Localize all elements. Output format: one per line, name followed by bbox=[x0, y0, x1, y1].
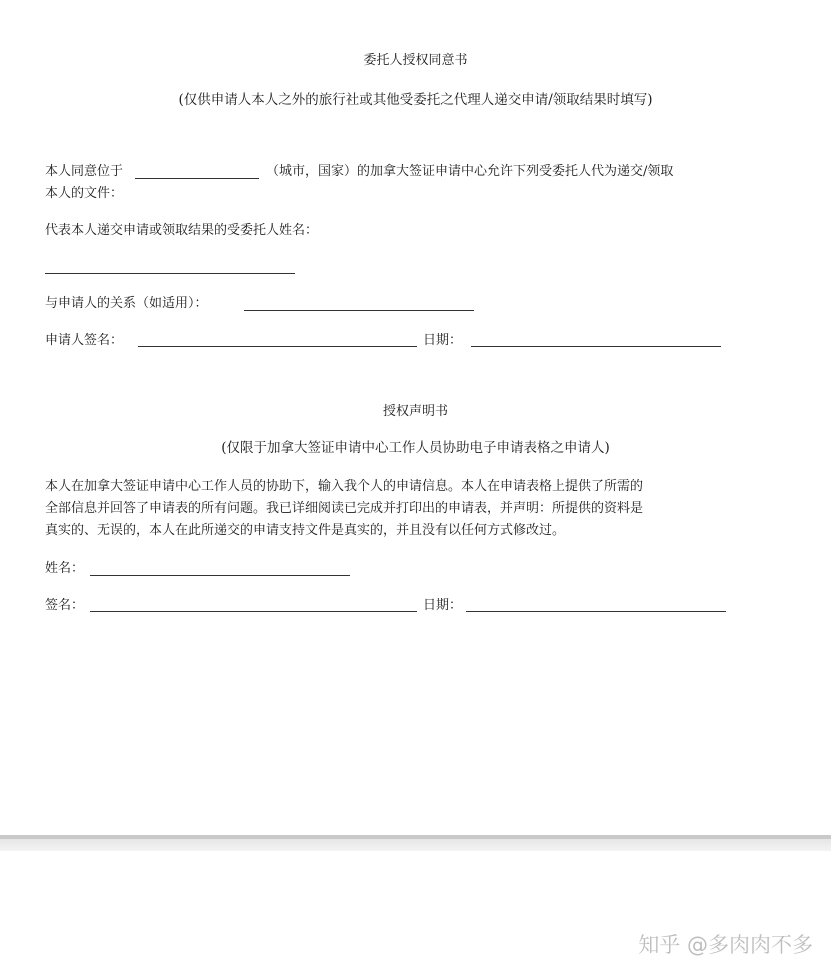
declaration-signature-blank[interactable] bbox=[90, 611, 417, 612]
declaration-para-line2: 全部信息并回答了申请表的所有问题。我已详细阅读已完成并打印出的申请表，并声明：所提供的资料是 bbox=[45, 501, 644, 516]
consent-title: 委托人授权同意书 bbox=[363, 53, 468, 68]
agent-name-label: 代表本人递交申请或领取结果的受委托人姓名： bbox=[45, 223, 319, 238]
consent-date-label: 日期： bbox=[423, 333, 463, 348]
relation-label: 与申请人的关系（如适用）： bbox=[45, 296, 208, 311]
name-blank[interactable] bbox=[90, 575, 350, 576]
applicant-signature-blank[interactable] bbox=[138, 346, 417, 347]
consent-date-blank[interactable] bbox=[471, 346, 721, 347]
declaration-signature-label: 签名： bbox=[45, 598, 85, 613]
declaration-date-label: 日期： bbox=[423, 598, 463, 613]
consent-para-line1-end: （城市，国家）的加拿大签证申请中心允许下列受委托人代为递交/领取 bbox=[266, 164, 674, 179]
name-label: 姓名： bbox=[45, 561, 85, 576]
consent-para-line2: 本人的文件： bbox=[45, 186, 124, 201]
relation-blank[interactable] bbox=[244, 310, 474, 311]
declaration-title: 授权声明书 bbox=[382, 404, 448, 419]
declaration-para-line3: 真实的、无误的，本人在此所递交的申请支持文件是真实的，并且没有以任何方式修改过。 bbox=[45, 523, 566, 538]
declaration-date-blank[interactable] bbox=[466, 611, 726, 612]
declaration-subtitle: (仅限于加拿大签证申请中心工作人员协助电子申请表格之申请人) bbox=[221, 440, 610, 456]
declaration-para-line1: 本人在加拿大签证申请中心工作人员的协助下，输入我个人的申请信息。本人在申请表格上提供了所需的 bbox=[45, 479, 644, 494]
city-country-blank[interactable] bbox=[135, 178, 259, 179]
zhihu-watermark: 知乎 @多肉肉不多 bbox=[638, 933, 813, 957]
consent-para-line1-start: 本人同意位于 bbox=[45, 164, 124, 179]
agent-name-blank[interactable] bbox=[45, 273, 295, 274]
page-separator-shadow bbox=[0, 839, 831, 851]
consent-subtitle: (仅供申请人本人之外的旅行社或其他受委托之代理人递交申请/领取结果时填写) bbox=[178, 92, 653, 108]
applicant-signature-label: 申请人签名： bbox=[45, 333, 124, 348]
